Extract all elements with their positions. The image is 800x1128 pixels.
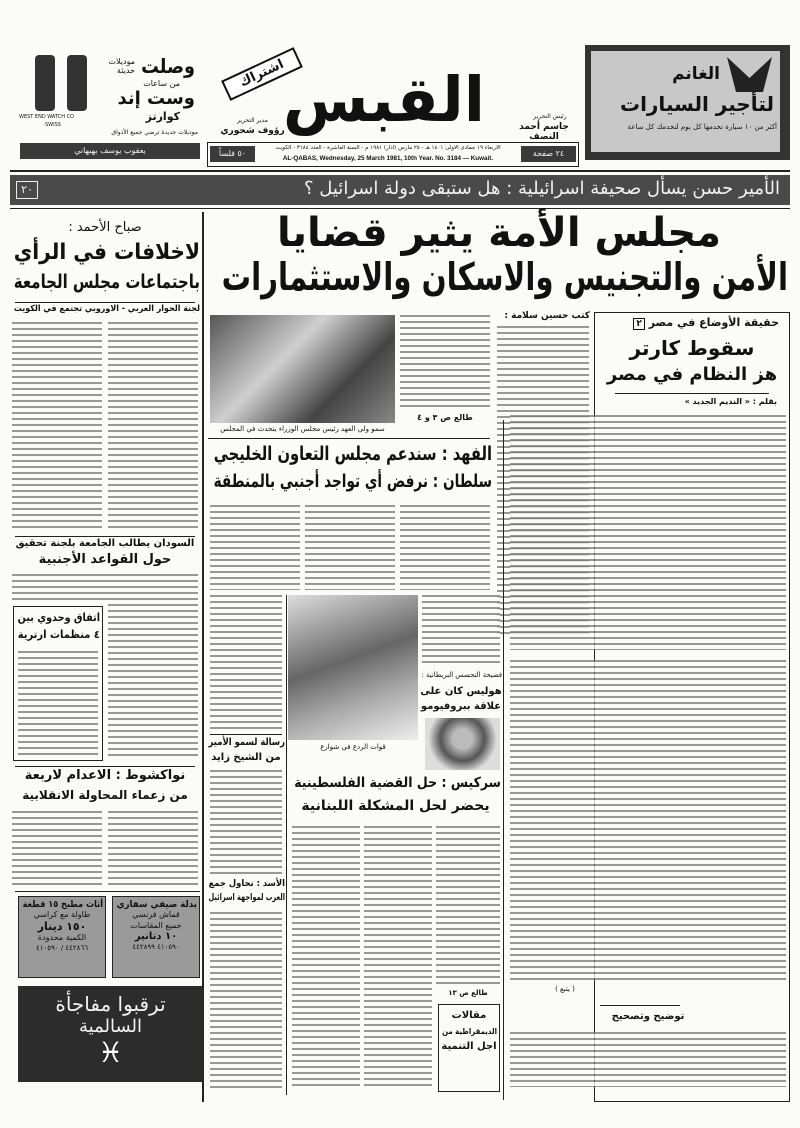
watch-icon [35, 55, 55, 111]
suit-ad-phones: ٤١٠٥٩٠ ٤٤٢٨٩٩ [132, 942, 180, 951]
kitchen-ad-phones: ٤٤٢٨٦٦ / ٤١٠٥٩٠ [36, 943, 88, 952]
egypt-continued: ( يتبع ) [555, 985, 575, 993]
banner-page-ref: ٢٠ [16, 181, 38, 199]
subscription-stamp: اشتراك [221, 47, 303, 101]
top-banner [10, 175, 790, 205]
main-headline-line1: مجلس الأمة يثير قضايا [277, 210, 721, 256]
body-text [12, 322, 102, 532]
divider [10, 170, 790, 172]
photo-caption: سمو ولي العهد رئيس مجلس الوزراء يتحدث في المجلس [220, 425, 385, 433]
salmiya-ad [18, 986, 203, 1082]
watch-ad-models: موديلات حديثة [108, 57, 135, 75]
body-text [292, 826, 360, 1090]
managing-editor: رؤوف شحوري [220, 126, 285, 136]
body-text [18, 651, 98, 756]
kitchen-ad-note: الكمية محدودة [37, 933, 87, 943]
watch-ad-dealer: يعقوب يوسف بهبهاني [20, 143, 200, 159]
watch-ad-brand: وست إند [117, 88, 195, 109]
suit-ad [112, 896, 200, 978]
eritrea-headline-1: اتفاق وحدوي بين [17, 611, 101, 624]
articles-title-3: اجل التنمية [441, 1041, 497, 1052]
articles-title-2: الديمقراطية من [442, 1027, 497, 1036]
egypt-kicker-text: حقيقة الأوضاع في مصر [648, 316, 779, 329]
body-text [210, 770, 282, 875]
see-page-13-link[interactable]: طالع ص ١٣ [448, 989, 488, 997]
watch-ad-arrived: وصلت [141, 54, 195, 78]
spy-headline-2: علاقة ببروفيومو [420, 701, 502, 712]
banner-text: الأمير حسن يسأل صحيفة اسرائيلية : هل ستبقى دولة اسرائيل ؟ [303, 178, 780, 199]
body-text [12, 574, 198, 601]
body-text [305, 505, 395, 590]
egypt-kicker [605, 317, 779, 330]
salmiya-ad-title: ترقبوا مفاجأة [55, 992, 166, 1016]
divider [615, 393, 769, 394]
car-ad-name: الغانم [672, 64, 720, 84]
divider [15, 302, 195, 303]
watch-ad-brand-en: WEST END WATCH CO [19, 114, 74, 120]
pages-box: ٢٤ صفحة [521, 146, 576, 162]
body-text [108, 811, 198, 885]
sudan-headline-2: حول القواعد الأجنبية [38, 552, 172, 567]
spy-kicker: فضيحة التجسس البريطانية : [421, 671, 502, 679]
body-text [400, 505, 490, 590]
body-text [108, 604, 198, 759]
eritrea-box [13, 606, 103, 761]
divider [503, 420, 504, 1100]
left-headline-2: باجتماعات مجلس الجامعة [13, 271, 200, 293]
sarkis-headline-1: سركيس : حل القضية الفلسطينية [294, 775, 501, 791]
body-text [210, 505, 300, 590]
suit-ad-note: جميع المقاسات [130, 920, 182, 930]
editor-in-chief: جاسم أحمد النصف [519, 122, 569, 143]
main-headline-line2: الأمن والتجنيس والاسكان والاستثمارات [221, 255, 788, 299]
eagle-logo-icon [727, 57, 772, 92]
divider [600, 1005, 680, 1006]
assad-headline-1: الأسد : نحاول جمع [208, 879, 285, 889]
fahd-headline-2: سلطان : نرفض أي تواجد أجنبي بالمنطقة [213, 471, 492, 492]
date-english: AL-QABAS, Wednesday, 25 March 1981, 10th Year. No. 3184 — Kuwait. [282, 155, 494, 162]
egypt-headline-1: سقوط كارتر [629, 336, 755, 360]
divider [15, 891, 200, 892]
watch-ad-tagline: موديلات جديدة ترضي جميع الأذواق [111, 129, 198, 136]
body-text [510, 660, 786, 980]
salmiya-logo-icon: ♓ [97, 1035, 124, 1069]
zayed-headline-2: من الشيخ زايد [211, 752, 281, 763]
kitchen-ad [18, 896, 106, 978]
correction-heading: توضيح وتصحيح [611, 1011, 685, 1022]
body-text [210, 595, 282, 730]
watch-ad-quartz: كوارتز [145, 110, 180, 123]
divider [202, 212, 204, 1102]
body-text [210, 912, 282, 1092]
managing-editor-label: مدير التحرير [237, 117, 268, 124]
hollis-portrait-photo [425, 718, 500, 770]
divider [286, 595, 287, 1095]
street-photo [288, 595, 418, 740]
watch-ad [15, 55, 200, 160]
body-text [422, 595, 500, 665]
body-text [400, 315, 490, 410]
body-text [364, 826, 432, 1090]
suit-ad-sub: قماش فرنسي [132, 910, 180, 920]
articles-box [438, 1004, 500, 1092]
nouakchott-headline-1: نواكشوط : الاعدام لاربعة [24, 768, 186, 783]
egypt-headline-2: هز النظام في مصر [606, 364, 778, 385]
editor-in-chief-label: رئيس التحرير [533, 113, 567, 120]
body-text [108, 322, 198, 532]
assad-headline-2: العرب لمواجهة اسرائيل [208, 893, 285, 903]
divider [210, 734, 282, 735]
car-ad-slogan: أكثر من ١٠ سيارة نخدمها كل يوم لنخدمك كل ساعة [627, 123, 777, 131]
fahd-headline-1: الفهد : سندعم مجلس التعاون الخليجي [213, 443, 493, 465]
suit-ad-price: ١٠ دنانير [134, 931, 178, 943]
salmiya-ad-sub: السالمية [79, 1016, 142, 1037]
left-subhead: لجنة الحوار العربي - الاوروبي تجتمع في الكويت [13, 304, 200, 314]
newspaper-logo: القبس [282, 63, 485, 136]
kitchen-ad-price: ١٥٠ دينار [37, 919, 87, 933]
left-headline-1: لاخلافات في الرأي [13, 240, 200, 265]
divider [15, 766, 195, 767]
car-ad-title: لتأجير السيارات [619, 92, 774, 116]
zayed-headline-1: رسالة لسمو الأمير [208, 737, 285, 748]
articles-title-1: مقالات [451, 1010, 487, 1021]
divider [15, 536, 195, 537]
body-text [510, 1032, 786, 1087]
eritrea-headline-2: ٤ منظمات ارترية [17, 628, 100, 641]
crown-prince-photo [210, 315, 395, 423]
street-photo-caption: قوات الردع في شوارع [320, 743, 386, 751]
egypt-byline: بقلم : « النديم الجديد » [684, 397, 777, 406]
divider [10, 208, 790, 209]
watch-ad-swiss: SWISS [45, 122, 61, 128]
see-pages-link[interactable]: طالع ص ٣ و ٤ [417, 413, 473, 422]
divider [208, 438, 490, 439]
date-strip [207, 142, 579, 167]
watch-ad-from: من ساعات [143, 79, 180, 88]
kitchen-ad-title: أثاث مطبخ ١٥ قطعة [22, 900, 103, 910]
car-rental-ad [585, 45, 790, 160]
sudan-headline-1: السودان يطالب الجامعة بلجنة تحقيق [15, 538, 195, 549]
price-box: ٥٠ فلساً [210, 146, 255, 162]
nouakchott-headline-2: من زعماء المحاولة الانقلابية [22, 788, 188, 802]
egypt-part-number: ٢ [633, 318, 645, 330]
body-text [510, 415, 786, 650]
kitchen-ad-sub: طاولة مع كراسي [33, 910, 91, 920]
spy-headline-1: هوليس كان على [420, 686, 502, 697]
left-kicker: صباح الأحمد : [68, 220, 142, 235]
date-arabic: الاربعاء ١٩ جمادى الاولى ١٤٠١ هـ - ٢٥ مارس (اذار) ١٩٨١ م - السنة العاشرة - العدد ٣١٨٤ - الكويت [275, 145, 501, 151]
suit-ad-title: بدلة صيفي سفاري [116, 900, 197, 910]
watch-icon [67, 55, 87, 111]
body-text [12, 811, 102, 885]
sarkis-headline-2: يحضر لحل المشكلة اللبنانية [301, 798, 490, 814]
body-text [436, 826, 500, 984]
byline: كتب حسين سلامة : [504, 311, 590, 321]
